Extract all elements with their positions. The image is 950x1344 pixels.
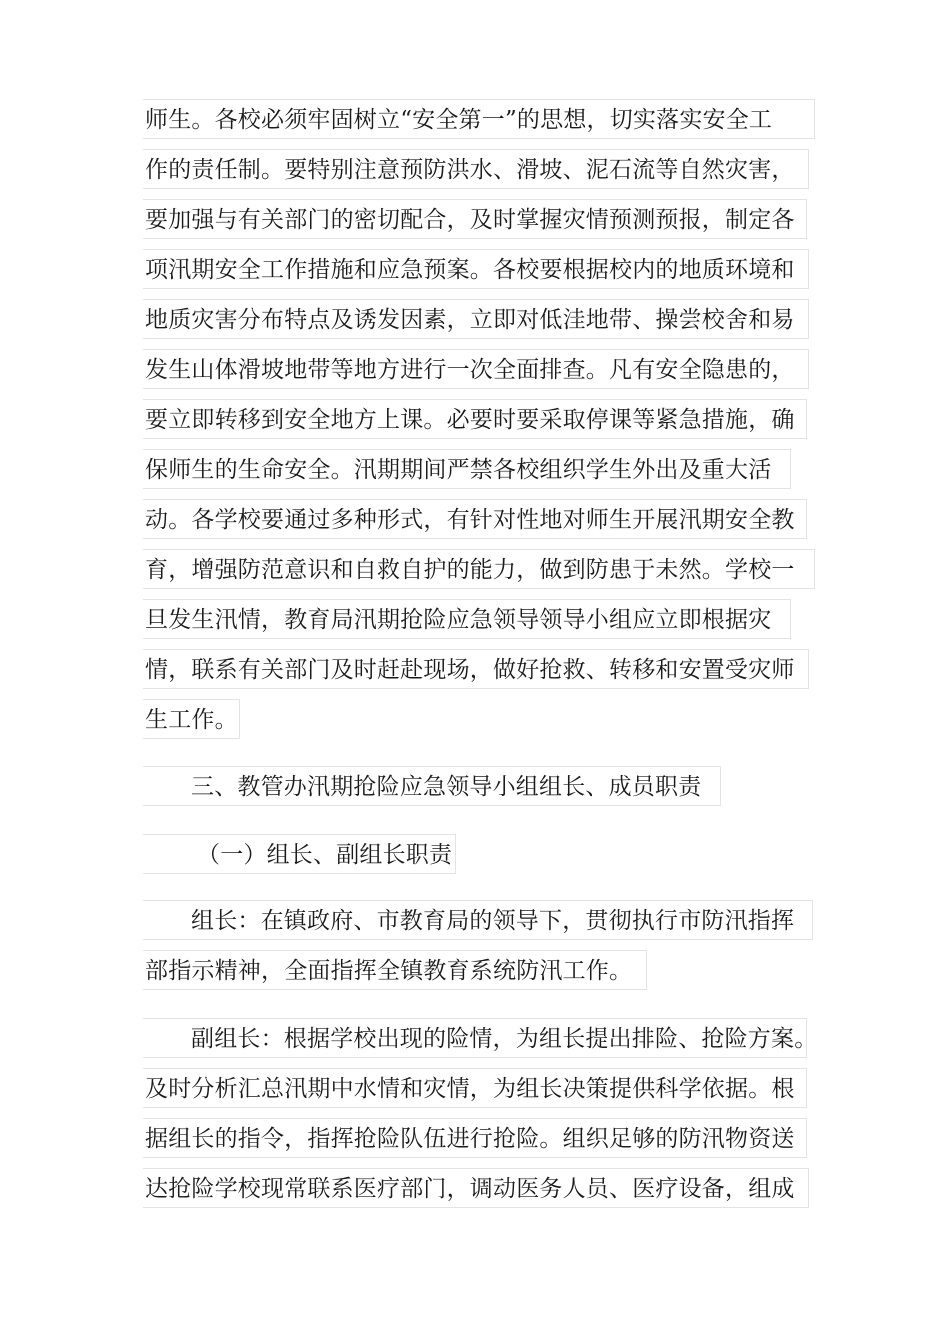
paragraph-line: 生工作。 xyxy=(143,699,240,739)
paragraph-line: 达抢险学校现常联系医疗部门，调动医务人员、医疗设备，组成 xyxy=(143,1168,809,1208)
paragraph-line: 旦发生汛情，教育局汛期抢险应急领导领导小组应立即根据灾 xyxy=(143,599,791,639)
paragraph-line: 项汛期安全工作措施和应急预案。各校要根据校内的地质环境和 xyxy=(143,249,809,289)
paragraph-line: 发生山体滑坡地带等地方进行一次全面排查。凡有安全隐患的， xyxy=(143,349,809,389)
paragraph-line: 作的责任制。要特别注意预防洪水、滑坡、泥石流等自然灾害， xyxy=(143,149,809,189)
paragraph-line: 要立即转移到安全地方上课。必要时要采取停课等紧急措施，确 xyxy=(143,399,807,439)
paragraph-line: 副组长：根据学校出现的险情，为组长提出排险、抢险方案。 xyxy=(143,1018,807,1058)
paragraph-line: 育，增强防范意识和自救自护的能力，做到防患于未然。学校一 xyxy=(143,549,815,589)
paragraph-line: 要加强与有关部门的密切配合，及时掌握灾情预测预报，制定各 xyxy=(143,199,807,239)
subsection-heading: （一）组长、副组长职责 xyxy=(143,834,456,874)
paragraph-line: 部指示精神，全面指挥全镇教育系统防汛工作。 xyxy=(143,950,647,990)
section-heading: 三、教管办汛期抢险应急领导小组组长、成员职责 xyxy=(143,766,721,806)
paragraph-line: 地质灾害分布特点及诱发因素，立即对低洼地带、操尝校舍和易 xyxy=(143,299,809,339)
paragraph-line: 组长：在镇政府、市教育局的领导下，贯彻执行市防汛指挥 xyxy=(143,900,813,940)
paragraph-line: 保师生的生命安全。汛期期间严禁各校组织学生外出及重大活 xyxy=(143,449,791,489)
paragraph-line: 动。各学校要通过多种形式，有针对性地对师生开展汛期安全教 xyxy=(143,499,807,539)
paragraph-line: 及时分析汇总汛期中水情和灾情，为组长决策提供科学依据。根 xyxy=(143,1068,807,1108)
paragraph-line: 师生。各校必须牢固树立“安全第一”的思想，切实落实安全工 xyxy=(143,99,815,139)
paragraph-line: 据组长的指令，指挥抢险队伍进行抢险。组织足够的防汛物资送 xyxy=(143,1118,807,1158)
paragraph-line: 情，联系有关部门及时赶赴现场，做好抢救、转移和安置受灾师 xyxy=(143,649,809,689)
